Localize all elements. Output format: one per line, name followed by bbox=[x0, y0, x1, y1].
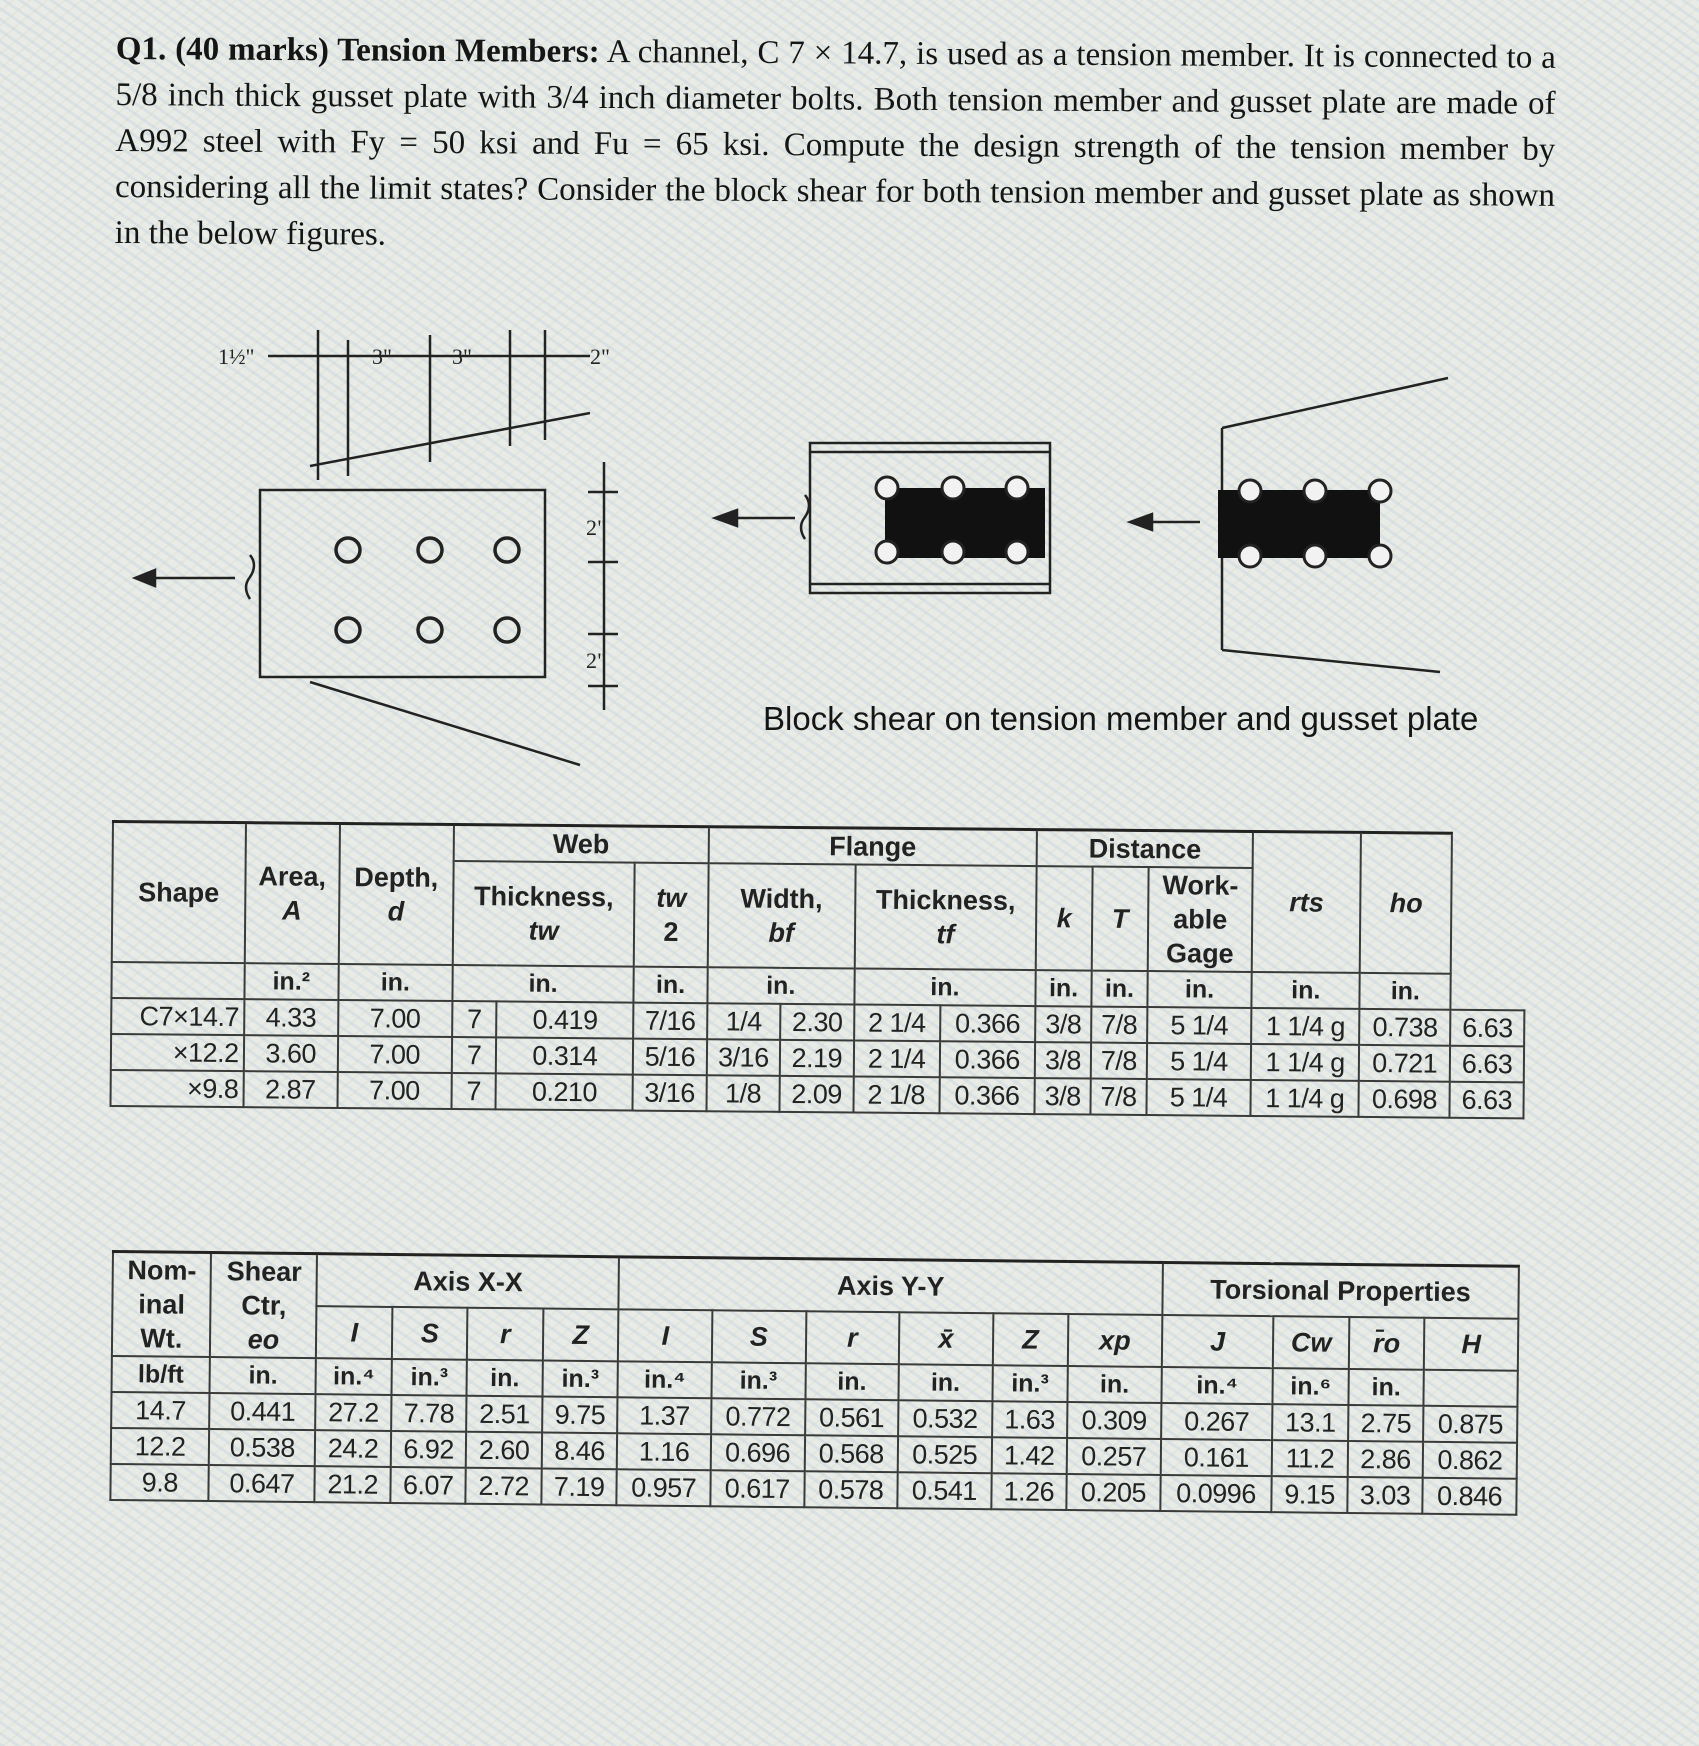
unit: in.³ bbox=[391, 1359, 467, 1396]
group-distance: Distance bbox=[1037, 830, 1253, 868]
question-label: Q1. (40 marks) Tension Members: bbox=[115, 30, 600, 70]
unit: in. bbox=[467, 1360, 543, 1397]
col-tw-half: tw 2 bbox=[634, 863, 708, 968]
unit: in. bbox=[1252, 972, 1360, 1009]
bolt-hole bbox=[336, 538, 360, 562]
group-axis-y: Axis Y-Y bbox=[619, 1257, 1163, 1315]
unit: in. bbox=[1068, 1366, 1162, 1403]
unit: in. bbox=[854, 968, 1036, 1006]
unit: in.³ bbox=[992, 1365, 1068, 1402]
dim-gage2: 2" bbox=[586, 648, 606, 673]
unit: in. bbox=[707, 967, 854, 1004]
bolt-hole bbox=[418, 618, 442, 642]
gusset-top-edge bbox=[310, 413, 590, 466]
unit: in.⁴ bbox=[1161, 1367, 1273, 1404]
col-Sy: S bbox=[712, 1310, 806, 1363]
dim-pitch1: 3" bbox=[372, 344, 392, 369]
col-Ix: I bbox=[316, 1306, 392, 1359]
dim-pitch2: 3" bbox=[452, 344, 472, 369]
group-flange: Flange bbox=[708, 827, 1037, 866]
col-rx: r bbox=[467, 1308, 543, 1361]
dimensions-table bbox=[109, 820, 1526, 1119]
bolt-hole bbox=[495, 618, 519, 642]
figure-caption: Block shear on tension member and gusset plate bbox=[763, 700, 1479, 737]
col-web-thickness: Thickness, tw bbox=[453, 861, 635, 967]
col-k: k bbox=[1036, 866, 1093, 970]
col-Zy: Z bbox=[992, 1313, 1068, 1366]
unit: in. bbox=[805, 1363, 899, 1400]
col-xbar: x̄ bbox=[899, 1312, 993, 1365]
col-Cw: Cw bbox=[1273, 1316, 1349, 1369]
unit: in. bbox=[1360, 973, 1451, 1010]
bolt-hole bbox=[418, 538, 442, 562]
dim-edge: 1½" bbox=[218, 344, 255, 369]
dim-end: 2" bbox=[590, 344, 610, 369]
bolt-hole bbox=[336, 618, 360, 642]
col-T: T bbox=[1092, 867, 1149, 971]
unit: in. bbox=[1036, 970, 1092, 1006]
unit: in. bbox=[1091, 971, 1147, 1007]
unit: in. bbox=[210, 1357, 316, 1394]
col-area: Area, A bbox=[244, 823, 339, 964]
table-row: C7×14.7 4.33 7.00 7 0.419 7/16 1/4 2.30 2 1/4 0.366 3/8 7/8 5 1/4 1 1/4 g 0.738 6.63 bbox=[111, 998, 1524, 1046]
unit: in. bbox=[1147, 971, 1252, 1008]
group-torsional: Torsional Properties bbox=[1162, 1263, 1519, 1319]
col-flange-thickness: Thickness, tf bbox=[854, 864, 1036, 970]
col-shear-center: Shear Ctr, eo bbox=[210, 1253, 317, 1359]
col-J: J bbox=[1162, 1315, 1274, 1368]
unit: in.² bbox=[244, 963, 338, 1000]
col-workable-gage: Work- able Gage bbox=[1148, 867, 1253, 972]
unit: in. bbox=[452, 965, 634, 1003]
col-xp: xp bbox=[1068, 1314, 1162, 1367]
unit: in. bbox=[899, 1364, 993, 1401]
col-rts: rts bbox=[1252, 831, 1361, 972]
unit: lb/ft bbox=[112, 1356, 211, 1393]
col-Sx: S bbox=[392, 1307, 468, 1360]
table-row: 12.2 0.538 24.2 6.92 2.60 8.46 1.16 0.696 0.568 0.525 1.42 0.257 0.161 11.2 2.86 0.862 bbox=[111, 1428, 1517, 1479]
col-shape: Shape bbox=[112, 822, 246, 964]
col-Iy: I bbox=[618, 1309, 712, 1362]
col-nominal-wt: Nom- inal Wt. bbox=[112, 1252, 212, 1358]
table-row: 14.7 0.441 27.2 7.78 2.51 9.75 1.37 0.772 0.561 0.532 1.63 0.309 0.267 13.1 2.75 0.875 bbox=[111, 1392, 1517, 1443]
unit: in.³ bbox=[542, 1361, 618, 1398]
unit: in. bbox=[338, 964, 452, 1001]
dim-gage1: 2" bbox=[586, 515, 606, 540]
group-web: Web bbox=[453, 824, 708, 863]
col-flange-width: Width, bf bbox=[707, 863, 855, 968]
unit: in.³ bbox=[711, 1362, 805, 1399]
col-Zx: Z bbox=[543, 1309, 619, 1362]
channel-plate bbox=[260, 490, 545, 677]
bolt-hole bbox=[495, 538, 519, 562]
table-row: ×9.8 2.87 7.00 7 0.210 3/16 1/8 2.09 2 1/8 0.366 3/8 7/8 5 1/4 1 1/4 g 0.698 6.63 bbox=[111, 1070, 1524, 1118]
table-row: ×12.2 3.60 7.00 7 0.314 5/16 3/16 2.19 2 1/4 0.366 3/8 7/8 5 1/4 1 1/4 g 0.721 6.63 bbox=[111, 1034, 1524, 1082]
unit: in. bbox=[1348, 1369, 1424, 1406]
unit: in.⁴ bbox=[316, 1358, 392, 1395]
col-H: H bbox=[1424, 1318, 1518, 1371]
col-depth: Depth, d bbox=[339, 823, 454, 964]
properties-table bbox=[109, 1250, 1520, 1516]
col-ro: r̄o bbox=[1349, 1317, 1425, 1370]
gusset-bottom-edge bbox=[310, 682, 580, 765]
question-body: A channel, C 7 × 14.7, is used as a tension member. It is connected to a 5/8 inch thick gusset plate with 3/4 inch diameter bolts. Both tension member and gusset plate are made of A992 steel with Fy = 50 ksi and Fu = 65 ksi. Compute the design strength of the tension member by considering all the limit states? Consider the block shear for both tension member and gusset plate as shown in the below figures. bbox=[114, 33, 1556, 253]
col-ho: ho bbox=[1360, 832, 1452, 973]
group-axis-x: Axis X-X bbox=[317, 1254, 619, 1310]
unit: in.⁶ bbox=[1273, 1368, 1349, 1405]
unit: in.⁴ bbox=[618, 1361, 712, 1398]
unit: in. bbox=[634, 967, 708, 1004]
col-ry: r bbox=[805, 1311, 899, 1364]
table-row: 9.8 0.647 21.2 6.07 2.72 7.19 0.957 0.617 0.578 0.541 1.26 0.205 0.0996 9.15 3.03 0.846 bbox=[110, 1464, 1516, 1515]
